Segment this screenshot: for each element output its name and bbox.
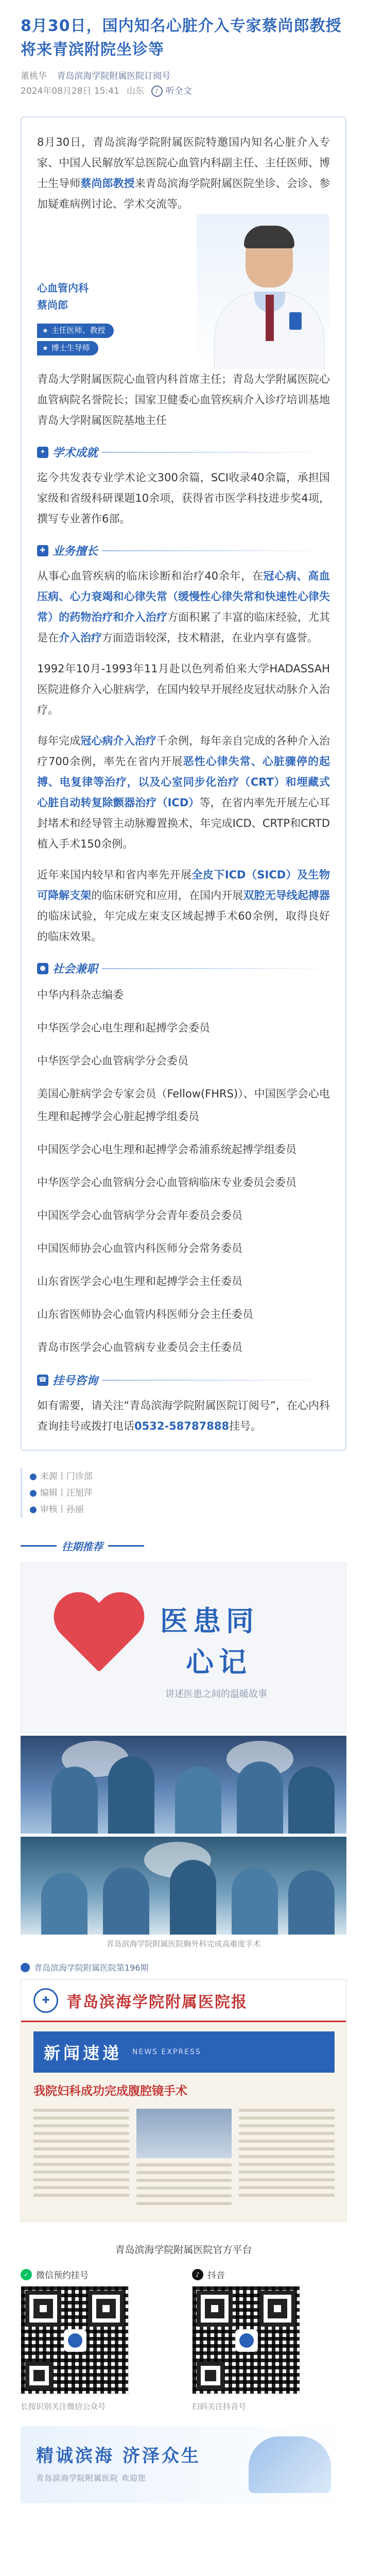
position-item: 中华医学会心血管病学分会委员 (37, 1055, 188, 1067)
section-tag-hotline (37, 1372, 330, 1388)
features-paragraph-1 (37, 566, 330, 648)
newspaper-photo (136, 2109, 232, 2158)
surgeon-figure (170, 1860, 216, 1935)
doctor-badge (37, 341, 98, 355)
text-segment: 千余例，每年亲自完成的各种介入治疗700余例，率先在省内开展 (37, 735, 330, 768)
newspaper-masthead (21, 1980, 346, 2022)
credit-item (29, 1485, 346, 1501)
text-segment: 每年完成 (37, 735, 81, 747)
section-divider (102, 550, 330, 551)
badge-text: 主任医师、教授 (51, 326, 106, 335)
text-highlight: 冠心病介入治疗 (80, 735, 156, 747)
text-highlight: 介入治疗 (59, 632, 102, 644)
bullet-icon: ● (29, 1504, 37, 1515)
newspaper-section-banner (33, 2031, 335, 2073)
photo-caption: 青岛滨海学院附属医院胸外科完成高难度手术 (106, 1939, 261, 1948)
qr-label-text: 微信预约挂号 (36, 2270, 89, 2281)
wechat-icon: ✓ (21, 2269, 32, 2280)
text-highlight: 冠心病、高血压病、心力衰竭和心律失常（缓慢性心律失常和快速性心律失常）的药物治疗和介入治疗 (37, 570, 330, 623)
newspaper-name: 青岛滨海学院附属医院报 (66, 1993, 248, 2011)
divider (21, 1545, 57, 1547)
surgeon-figure (175, 1767, 221, 1834)
trophy-icon: ✦ (37, 447, 48, 458)
text-segment: 等，在省内率先开展左心耳封堵术和经导管主动脉瓣置换术，年完成ICD、CRTP和CRTD植入手术150余例。 (37, 796, 330, 850)
divider (108, 1545, 144, 1547)
hotline-text (37, 1395, 330, 1436)
article-title: 8月30日，国内知名心脏介入专家蔡尚郎教授将来青滨附院坐诊等 (21, 17, 342, 59)
surgeon-figure (51, 1767, 98, 1834)
position-item: 山东省医师协会心血管内科医师分会主任委员 (37, 1308, 253, 1320)
text-segment: 挂号。 (229, 1420, 262, 1432)
position-item: 中国医学会心电生理和起搏学会希浦系统起搏学组委员 (37, 1143, 296, 1156)
section-divider (102, 968, 330, 969)
text-highlight: 全皮下ICD（SICD）及生物可降解支架 (37, 869, 330, 902)
text-highlight: 恶性心律失常、心脏骤停的起搏、电复律等治疗，以及心室同步化治疗（CRT）和埋藏式心脏自动转复除颤器治疗（ICD） (37, 755, 330, 809)
listen-label: 听全文 (165, 86, 192, 96)
qr-label (21, 2268, 175, 2281)
section-label: 学术成就 (53, 447, 98, 460)
section-tag-positions (37, 960, 330, 976)
newspaper-column (239, 2109, 335, 2212)
qr-douyin-block (192, 2268, 346, 2413)
text-segment: 从事心血管疾病的临床诊断和治疗40余年，在 (37, 570, 264, 582)
text-segment: 方面造诣较深，技术精湛，在业内享有盛誉。 (102, 632, 318, 644)
banner-title-line2: 心记 (186, 1646, 252, 1679)
surgeon-figure (288, 1767, 335, 1834)
position-item: 中华医学会心电生理和起搏学会委员 (37, 1022, 210, 1034)
credit-item (29, 1468, 346, 1485)
qr-caption: 扫码关注抖音号 (192, 2402, 247, 2411)
star-icon: ★ (42, 327, 48, 335)
surgeon-figure (103, 1868, 149, 1935)
position-item: 中华内科杂志编委 (37, 989, 124, 1001)
section-tag-achievements (37, 444, 330, 460)
credit-item (29, 1501, 346, 1518)
recommend-newspaper[interactable] (21, 1979, 346, 2222)
listen-button[interactable] (151, 83, 192, 99)
issue-caption-text: 青岛滨海学院附属医院第196期 (34, 1963, 149, 1973)
features-paragraph-4 (37, 865, 330, 947)
positions-list (37, 984, 330, 1359)
publish-location: 山东 (126, 86, 144, 96)
surgeon-figure (232, 1868, 278, 1935)
section-label: 挂号咨询 (53, 1375, 98, 1387)
qr-wechat-block (21, 2268, 175, 2413)
position-item: 中华医学会心血管病分会心血管病临床专业委员会委员 (37, 1176, 296, 1189)
recommend-photo-surgery[interactable] (21, 1736, 346, 1834)
credits (21, 1468, 346, 1518)
heart-icon (57, 1594, 145, 1671)
position-item: 中国医师协会心血管内科医师分会常务委员 (37, 1242, 242, 1255)
section-label: 业务擅长 (53, 545, 98, 558)
features-paragraph-2: 1992年10月-1993年11月赴以色列希伯来大学HADASSAH医院进修介入心脏病学，在国内较早开展经皮冠状动脉介入治疗。 (37, 663, 330, 716)
banner-slogan: 讲述医患之间的温暖故事 (165, 1689, 267, 1700)
qr-caption: 长按识别关注微信公众号 (21, 2402, 106, 2411)
phone-icon: ☎ (37, 1375, 48, 1386)
phone-number-link[interactable]: 0532-58787888 (134, 1420, 230, 1432)
credit-text: 编辑丨汪旭萍 (40, 1488, 93, 1498)
recommend-label: 往期推荐 (62, 1540, 103, 1553)
position-item: 中国医学会心血管病学分会青年委员会委员 (37, 1209, 242, 1222)
footer (21, 2242, 346, 2503)
slogan-sub: 青岛滨海学院附属医院 欢迎您 (36, 2473, 146, 2483)
surgeon-figure (237, 1761, 283, 1834)
bullet-icon: ● (29, 1471, 37, 1482)
achievements-text: 迄今共发表专业学术论文300余篇，SCI收录40余篇，承担国家级和省级科研课题10余项，获得省市医学科技进步奖4项，撰写专业著作6部。 (37, 471, 330, 525)
slogan-main: 精诚滨海 济泽众生 (36, 2446, 201, 2466)
banner-title-line1: 医患同 (160, 1605, 259, 1637)
doctor-photo (197, 214, 329, 369)
doctor-name: 蔡尚郎 (37, 299, 68, 311)
text-segment: 方面积累了丰富的临床经验，尤其是在 (37, 611, 330, 644)
doctor-badge (37, 324, 114, 338)
intro-text-a: 8月30日，青岛滨海学院附属医院特邀国内知名心脏介入专家、中国人民解放军总医院心血管内科副主任、主任医师、博士生导师 (37, 136, 330, 190)
footer-brand: 青岛滨海学院附属医院官方平台 (115, 2244, 252, 2256)
people-icon: ● (37, 963, 48, 974)
newspaper-headline: 我院妇科成功完成腹腔镜手术 (33, 2084, 187, 2098)
position-item: 美国心脏病学会专家会员（Fellow(FHRS)）、中国医学会心电生理和起搏学会心脏起搏学组委员 (37, 1088, 330, 1123)
doctor-badges (37, 320, 191, 355)
publish-time: 2024年08月28日 15:41 (21, 86, 119, 96)
newspaper-columns (33, 2109, 335, 2212)
text-segment: 的临床研究和应用，在国内开展 (91, 889, 243, 902)
stethoscope-icon: ✚ (37, 545, 48, 556)
position-item: 青岛市医学会心血管病专业委员会主任委员 (37, 1341, 242, 1353)
intro-card (21, 116, 346, 1451)
headphone-icon: ♪ (151, 86, 163, 97)
doctor-bio: 青岛大学附属医院心血管内科首席主任；青岛大学附属医院心血管病院名誉院长；国家卫健委心血管疾病介入诊疗培训基地青岛大学附属医院基地主任 (37, 373, 330, 427)
intro-text-c: 来青岛滨海学院附属医院坐诊、会诊、参加疑难病例讨论、学术交流等。 (37, 177, 330, 210)
surgeon-figure (41, 1873, 88, 1935)
douyin-qr-code[interactable] (192, 2286, 300, 2394)
hospital-logo-icon (21, 1963, 30, 1972)
hospital-building-icon (249, 2436, 331, 2493)
meta-line (21, 69, 346, 83)
text-segment: 近年来国内较早和省内率先开展 (37, 869, 192, 881)
recommend-section (21, 1538, 346, 2222)
badge-text: 博士生导师 (51, 343, 90, 352)
article-header (0, 0, 367, 106)
recommend-photo-team[interactable] (21, 1837, 346, 1935)
section-divider (102, 1380, 330, 1381)
section-label: 社会兼职 (53, 963, 98, 976)
qr-label-text: 抖音 (207, 2270, 225, 2281)
features-paragraph-3 (37, 731, 330, 854)
author-name: 董桃华 (21, 71, 47, 81)
section-tag-features (37, 543, 330, 558)
qr-row (21, 2268, 346, 2413)
doctor-profile (37, 214, 330, 369)
doctor-info (37, 214, 191, 369)
text-highlight: 双腔无导线起搏器 (243, 889, 330, 902)
doctor-department: 心血管内科 (37, 282, 89, 294)
position-item: 山东省医学会心电生理和起搏学会主任委员 (37, 1275, 242, 1287)
surgeon-figure (288, 1870, 335, 1935)
qr-label (192, 2268, 346, 2281)
wechat-qr-code[interactable] (21, 2286, 129, 2394)
newspaper-column (33, 2109, 129, 2212)
intro-paragraph (37, 132, 330, 214)
surgeon-figure (108, 1756, 154, 1834)
newspaper-column (136, 2109, 232, 2212)
intro-highlight-name: 蔡尚郎教授 (80, 177, 135, 190)
text-segment: 如有需要，请关注“青岛滨海学院附属医院订阅号”，在心内科查询挂号或拨打电话 (37, 1399, 330, 1432)
account-name-link[interactable]: 青岛滨海学院附属医院订阅号 (57, 71, 171, 81)
section-title: 新闻速递 (44, 2043, 123, 2063)
photo-tie (266, 295, 274, 341)
bullet-icon: ● (29, 1488, 37, 1498)
credit-text: 来源丨门诊部 (40, 1471, 93, 1482)
recommend-banner-doctor-patient[interactable] (21, 1563, 346, 1733)
hospital-logo-icon: ✚ (33, 1988, 58, 2013)
section-divider (102, 452, 330, 453)
footer-slogan-banner (21, 2426, 346, 2503)
recommend-header (21, 1538, 346, 1553)
hospital-issue-caption (21, 1961, 346, 1973)
section-subtitle: NEWS EXPRESS (132, 2048, 201, 2056)
photo-hair (244, 226, 294, 248)
credit-text: 审核丨孙丽 (40, 1504, 84, 1515)
photo-badge (289, 312, 302, 330)
meta-line-time (21, 83, 346, 99)
douyin-icon: ♪ (192, 2269, 203, 2280)
text-segment: 的临床试验，年完成左束支区域起搏手术60余例，取得良好的临床效果。 (37, 910, 330, 943)
star-icon: ★ (42, 345, 48, 352)
